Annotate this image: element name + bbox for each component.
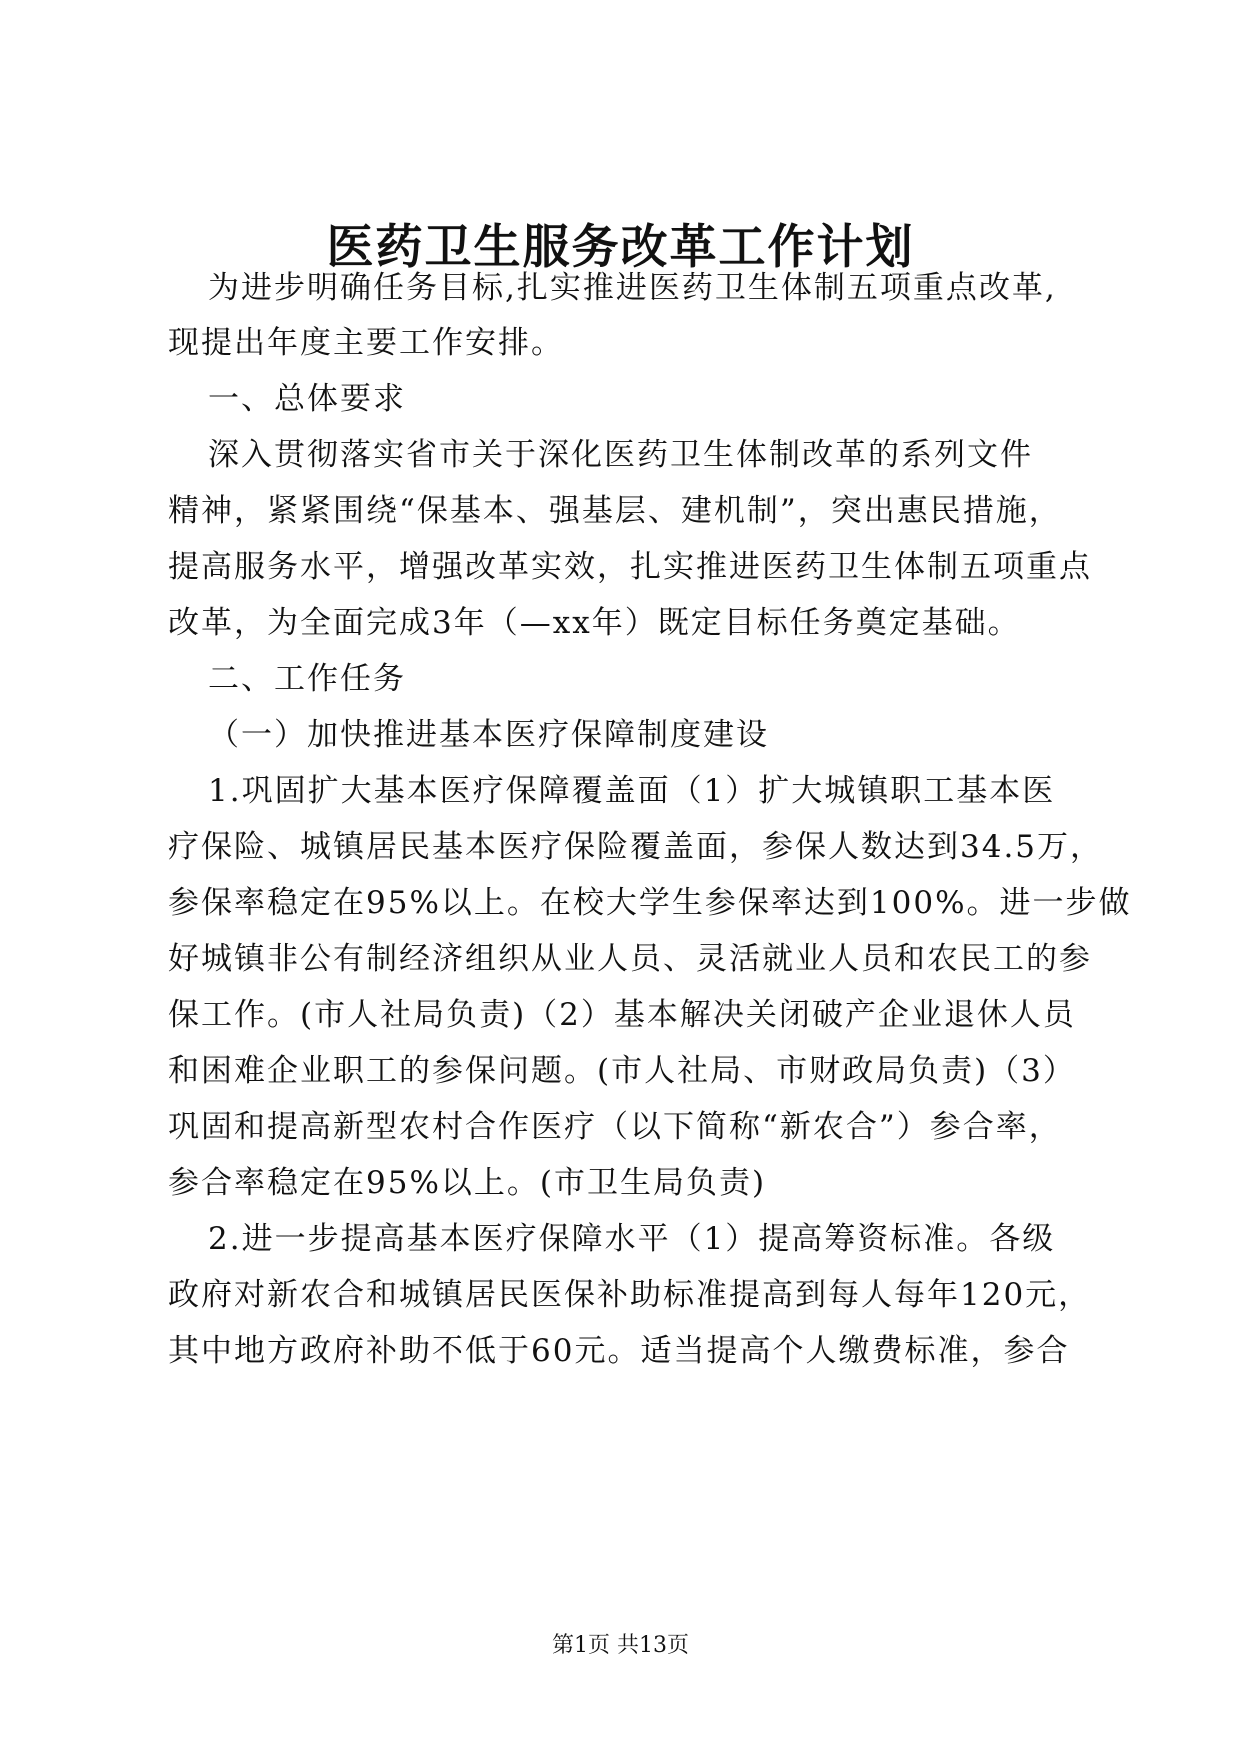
paragraph-line: 2.进一步提高基本医疗保障水平（1）提高筹资标准。各级 (208, 1221, 1056, 1257)
paragraph-line: 政府对新农合和城镇居民医保补助标准提高到每人每年120元， (168, 1277, 1092, 1313)
paragraph-line: 深入贯彻落实省市关于深化医药卫生体制改革的系列文件 (208, 437, 1033, 473)
paragraph-line: 疗保险、城镇居民基本医疗保险覆盖面，参保人数达到34.5万， (168, 829, 1104, 865)
paragraph-line: 好城镇非公有制经济组织从业人员、灵活就业人员和农民工的参 (168, 941, 1092, 977)
paragraph-line: 现提出年度主要工作安排。 (168, 325, 564, 361)
paragraph-line: 1.巩固扩大基本医疗保障覆盖面（1）扩大城镇职工基本医 (208, 773, 1056, 809)
section-heading: 二、工作任务 (208, 661, 406, 697)
page-footer: 第1页 共13页 (552, 1633, 689, 1658)
paragraph-line: 保工作。(市人社局负责)（2）基本解决关闭破产企业退休人员 (168, 997, 1076, 1033)
paragraph-line: 精神，紧紧围绕“保基本、强基层、建机制”，突出惠民措施， (168, 493, 1062, 529)
paragraph-line: 提高服务水平，增强改革实效，扎实推进医药卫生体制五项重点 (168, 549, 1092, 585)
subsection-heading: （一）加快推进基本医疗保障制度建设 (208, 717, 769, 753)
paragraph-line: 参合率稳定在95%以上。(市卫生局负责) (168, 1165, 767, 1201)
paragraph-line: 参保率稳定在95%以上。在校大学生参保率达到100%。进一步做 (168, 885, 1132, 921)
paragraph-line: 和困难企业职工的参保问题。(市人社局、市财政局负责)（3） (168, 1053, 1076, 1089)
section-heading: 一、总体要求 (208, 381, 406, 417)
paragraph-line: 改革，为全面完成3年（—xx年）既定目标任务奠定基础。 (168, 605, 1021, 641)
paragraph-line: 巩固和提高新型农村合作医疗（以下简称“新农合”）参合率， (168, 1109, 1062, 1145)
paragraph-line: 为进步明确任务目标,扎实推进医药卫生体制五项重点改革, (208, 270, 1057, 306)
document-title: 医药卫生服务改革工作计划 (326, 220, 915, 275)
paragraph-line: 其中地方政府补助不低于60元。适当提高个人缴费标准，参合 (168, 1333, 1070, 1369)
